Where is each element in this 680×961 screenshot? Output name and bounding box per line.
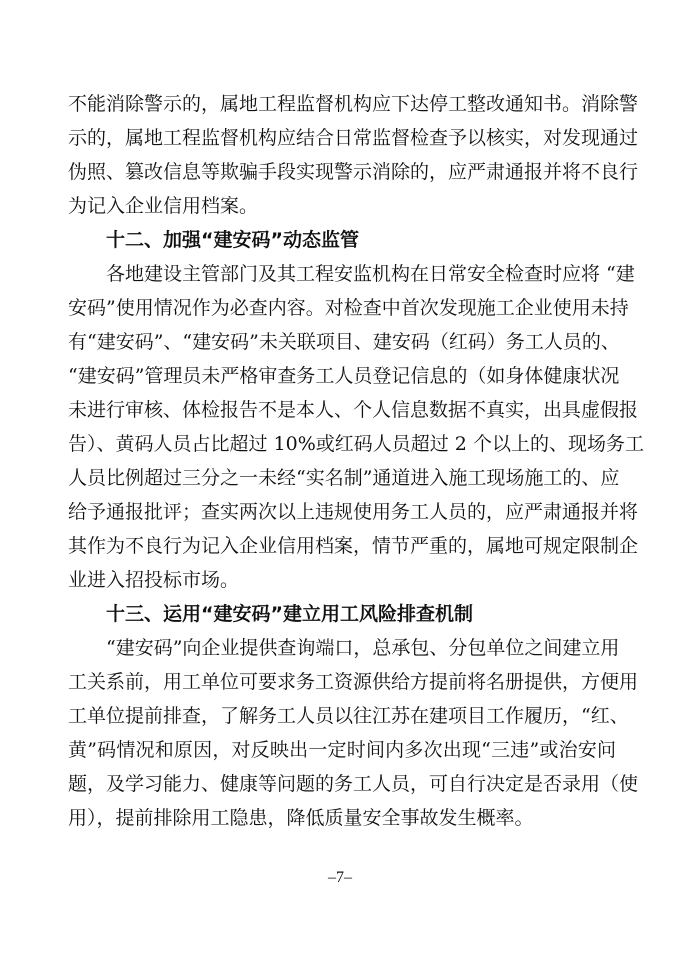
text-line: “建安码”管理员未严格审查务工人员登记信息的（如身体健康状况 [68, 365, 620, 387]
text-line: 未进行审核、体检报告不是本人、个人信息数据不真实，出具虚假报 [68, 399, 639, 421]
text-line: 业进入招投标市场。 [68, 569, 240, 591]
text-line: 安码”使用情况作为必查内容。对检查中首次发现施工企业使用未持 [68, 297, 629, 319]
text-line: 不能消除警示的，属地工程监督机构应下达停工整改通知书。消除警 [68, 93, 639, 115]
text-line: 黄”码情况和原因，对反映出一定时间内多次出现“三违”或治安问 [68, 739, 616, 761]
text-line: 伪照、篡改信息等欺骗手段实现警示消除的，应严肃通报并将不良行 [68, 161, 639, 183]
section-heading-13: 十三、运用“建安码”建立用工风险排查机制 [106, 603, 473, 625]
text-line: 其作为不良行为记入企业信用档案，情节严重的，属地可规定限制企 [68, 535, 639, 557]
section-heading-12: 十二、加强“建安码”动态监管 [106, 229, 359, 251]
text-line: 有“建安码”、“建安码”未关联项目、建安码（红码）务工人员的、 [68, 331, 620, 353]
text-line: 人员比例超过三分之一未经“实名制”通道进入施工现场施工的、应 [68, 467, 620, 489]
text-line: 题，及学习能力、健康等问题的务工人员，可自行决定是否录用（使 [68, 773, 639, 795]
text-line: 为记入企业信用档案。 [68, 195, 259, 217]
page-number: –7– [328, 869, 352, 886]
text-line: 告）、黄码人员占比超过 10%或红码人员超过 2 个以上的、现场务工 [68, 433, 644, 455]
text-line: 用），提前排除用工隐患，降低质量安全事故发生概率。 [68, 807, 534, 829]
text-line: 给予通报批评；查实两次以上违规使用务工人员的，应严肃通报并将 [68, 501, 639, 523]
text-line: 各地建设主管部门及其工程安监机构在日常安全检查时应将 “建 [106, 263, 635, 285]
text-line: 工关系前，用工单位可要求务工资源供给方提前将名册提供，方便用 [68, 671, 639, 693]
text-line: 示的，属地工程监督机构应结合日常监督检查予以核实，对发现通过 [68, 127, 639, 149]
text-line: “建安码”向企业提供查询端口，总承包、分包单位之间建立用 [106, 637, 620, 659]
text-line: 工单位提前排查，了解务工人员以往江苏在建项目工作履历，“红、 [68, 705, 629, 727]
